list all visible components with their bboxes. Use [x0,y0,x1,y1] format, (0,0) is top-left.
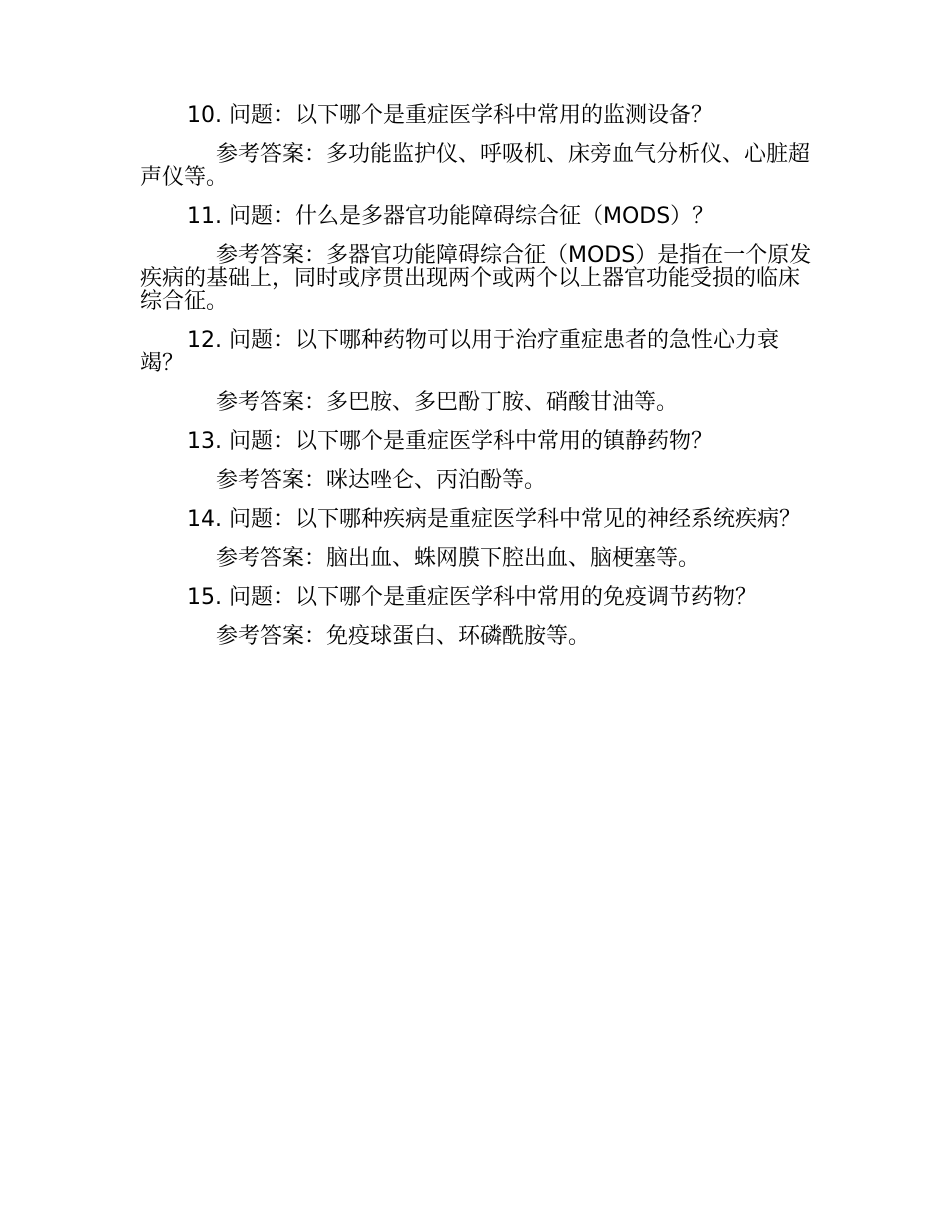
answer-15: 参考答案：免疫球蛋白、环磷酰胺等。 [216,624,591,649]
answer-13: 参考答案：咪达唑仑、丙泊酚等。 [216,468,547,493]
question-11: 11. 问题：什么是多器官功能障碍综合征（MODS）？ [187,204,715,229]
question-10: 10. 问题：以下哪个是重症医学科中常用的监测设备？ [187,103,713,128]
question-14: 14. 问题：以下哪种疾病是重症医学科中常见的神经系统疾病？ [187,507,801,532]
qa-item-13 [140,430,812,492]
qa-item-12 [140,329,812,414]
question-15: 15. 问题：以下哪个是重症医学科中常用的免疫调节药物？ [187,585,757,610]
qa-item-14 [140,508,812,570]
answer-12: 参考答案：多巴胺、多巴酚丁胺、硝酸甘油等。 [216,390,679,415]
answer-14: 参考答案：脑出血、蛛网膜下腔出血、脑梗塞等。 [216,546,701,571]
question-12: 12. 问题：以下哪种药物可以用于治疗重症患者的急性心力衰竭？ [140,328,779,376]
question-13: 13. 问题：以下哪个是重症医学科中常用的镇静药物？ [187,429,713,454]
qa-item-11 [140,205,812,313]
answer-11: 参考答案：多器官功能障碍综合征（MODS）是指在一个原发疾病的基础上，同时或序贯出现两个或两个以上器官功能受损的临床综合征。 [140,243,812,314]
document-page [140,104,812,648]
qa-item-10 [140,104,812,189]
qa-item-15 [140,586,812,648]
answer-10: 参考答案：多功能监护仪、呼吸机、床旁血气分析仪、心脏超声仪等。 [140,142,811,190]
